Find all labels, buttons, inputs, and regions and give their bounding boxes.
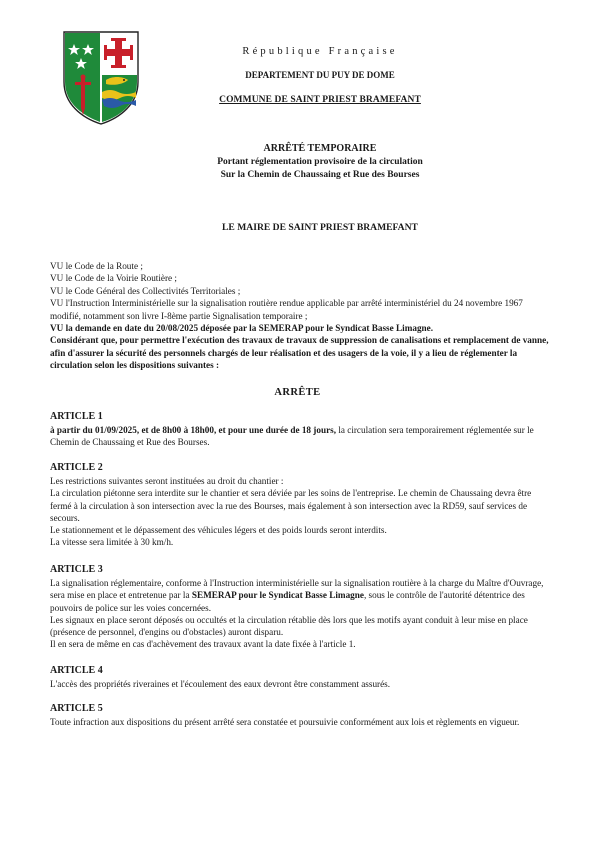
article-paragraph: Les signaux en place seront déposés ou occultés et la circulation rétablie dès lors que les motifs ayant conduit à leur mise en place (présence de personnel, d'engins ou d'obstacles) auront disparu. — [50, 614, 528, 638]
article-3 — [50, 564, 550, 650]
municipal-coat-of-arms — [62, 30, 140, 126]
article-paragraph: Les restrictions suivantes seront instituées au droit du chantier : — [50, 476, 284, 487]
article-title: ARTICLE 1 — [50, 411, 103, 422]
article-title: ARTICLE 5 — [50, 703, 103, 714]
article-2 — [50, 462, 550, 548]
visa-line: VU le Code Général des Collectivités Territoriales ; — [50, 285, 241, 296]
article-paragraph: L'accès des propriétés riveraines et l'écoulement des eaux devront être constamment assurés. — [50, 679, 391, 690]
article-title: ARTICLE 3 — [50, 564, 103, 575]
article-text: La signalisation réglementaire, conforme à l'Instruction interministérielle sur la signalisation routière à la charge du Maître d'Ouvrage, sera mise en place et entretenue par la — [50, 578, 544, 601]
article-paragraph: Le stationnement et le dépassement des véhicules légers et des poids lourds seront interdits. — [50, 525, 387, 536]
visa-line: VU la demande en date du 20/08/2025 déposée par la SEMERAP pour le Syndicat Basse Limagne. — [50, 323, 434, 334]
considering-paragraph: Considérant que, pour permettre l'exécution des travaux de travaux de suppression de canalisations et remplacement de vanne, afin d'assurer la sécurité des personnels chargés de leur réalisation et des usagers de la voie, il y a lieu de réglementer la circulation selon les dispositions suivantes : — [50, 335, 549, 371]
article-5 — [50, 703, 550, 728]
visa-line: VU le Code de la Voirie Routière ; — [50, 273, 177, 284]
visa-line: VU le Code de la Route ; — [50, 261, 143, 271]
article-paragraph: La circulation piétonne sera interdite sur le chantier et sera déviée par les soins de l'entreprise. Le chemin de Chaussaing devra être fermé à la circulation à son intersection avec la rue des Bourses, mais également à son intersection avec la RD59, sauf services de secours. — [50, 488, 532, 523]
article-paragraph: La vitesse sera limitée à 30 km/h. — [50, 537, 174, 548]
article-body — [50, 577, 550, 614]
article-text: , sous le contrôle de l'autorité détentrice des pouvoirs de police sur les voies concernées. — [50, 590, 525, 613]
visa-line: VU l'Instruction Interministérielle sur la signalisation routière rendue applicable par arrêté interministériel du 24 novembre 1967 modifié, notamment son livre I-8ème partie Signalisation temporaire ; — [50, 298, 523, 321]
article-bold-text: SEMERAP pour le Syndicat Basse Limagne — [191, 590, 364, 601]
article-text: la circulation sera temporairement réglementée sur le Chemin de Chaussaing et Rue des Bourses. — [50, 425, 534, 448]
arrete-heading: ARRÊTE — [274, 387, 321, 398]
article-bold-text: à partir du 01/09/2025, et de 8h00 à 18h00, et pour une durée de 18 jours, — [50, 425, 337, 436]
mayor-heading: LE MAIRE DE SAINT PRIEST BRAMEFANT — [222, 222, 418, 233]
commune-header: COMMUNE DE SAINT PRIEST BRAMEFANT — [219, 95, 421, 105]
article-title: ARTICLE 4 — [50, 665, 103, 676]
article-title: ARTICLE 2 — [50, 462, 103, 473]
decree-subtitle-2: Sur la Chemin de Chaussaing et Rue des Bourses — [220, 170, 420, 180]
article-paragraph: Il en sera de même en cas d'achèvement des travaux avant la date fixée à l'article 1. — [50, 639, 356, 650]
decree-title: ARRÊTÉ TEMPORAIRE — [263, 143, 377, 154]
article-4 — [50, 665, 550, 690]
decree-subtitle-1: Portant réglementation provisoire de la circulation — [217, 157, 423, 167]
department-header: DEPARTEMENT DU PUY DE DOME — [245, 70, 395, 80]
article-paragraph: Toute infraction aux dispositions du présent arrêté sera constatée et poursuivie conformément aux lois et règlements en vigueur. — [50, 717, 520, 728]
article-1 — [50, 411, 550, 449]
republic-header: République Française — [242, 46, 398, 57]
article-body — [50, 424, 550, 448]
visas-block — [50, 260, 550, 372]
